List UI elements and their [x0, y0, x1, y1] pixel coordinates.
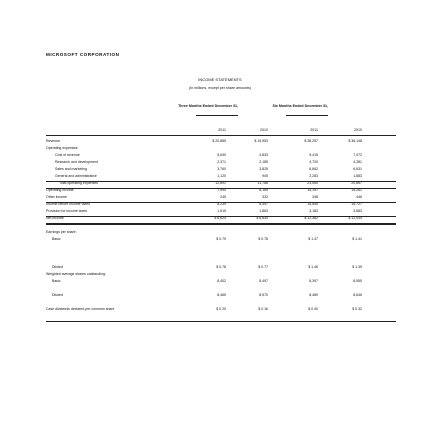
table-row [46, 194, 396, 201]
row-value: 8,489 [309, 293, 318, 297]
row-label: Operating expenses: [46, 146, 79, 150]
row-value: $ 0.32 [352, 307, 362, 311]
row-label: Basic [52, 279, 61, 283]
row-value: 8,239 [217, 202, 226, 206]
row-value: $ 0.20 [216, 307, 226, 311]
row-value: $ 20,885 [212, 139, 226, 143]
table-row [46, 145, 396, 152]
row-value: 5,630 [217, 153, 226, 157]
row-value: $ 12,362 [304, 216, 318, 220]
header-rule-six-months [286, 115, 328, 116]
row-value: $ 0.40 [308, 307, 318, 311]
year-label: 2011 [310, 128, 318, 132]
row-value: 8,165 [259, 188, 268, 192]
row-label: Cost of revenue [55, 153, 80, 157]
header-bottom-rule [46, 135, 396, 136]
row-value: 2,371 [217, 160, 226, 164]
table-row [46, 208, 396, 215]
rule-under-provision [46, 216, 396, 217]
row-value: $ 6,624 [214, 216, 226, 220]
row-value: $ 1.41 [352, 237, 362, 241]
row-label: Basic [52, 237, 61, 241]
row-label: Sales and marketing [55, 167, 87, 171]
table-row [46, 264, 396, 271]
row-label: Other income [46, 195, 68, 199]
row-value: $ 1.47 [308, 237, 318, 241]
row-value: 6,631 [353, 167, 362, 171]
row-value: 11,788 [257, 181, 268, 185]
row-label: Revenue [46, 139, 61, 143]
row-label: Earnings per share: [46, 230, 77, 234]
row-value: $ 0.16 [258, 307, 268, 311]
row-value: 8,497 [259, 279, 268, 283]
row-value: 15,727 [351, 202, 362, 206]
row-value: 3,825 [259, 167, 268, 171]
row-value: 8,397 [309, 279, 318, 283]
row-value: 9,415 [309, 153, 318, 157]
row-value: $ 19,953 [254, 139, 268, 143]
rule-under-total-opex [46, 188, 396, 189]
row-value: 4,700 [309, 160, 318, 164]
year-label: 2010 [354, 128, 362, 132]
rule-under-dividends [46, 321, 396, 322]
table-row [46, 159, 396, 166]
row-value: 8,402 [217, 279, 226, 283]
table-row [46, 166, 396, 173]
table-row [46, 271, 396, 278]
table-row [46, 138, 396, 145]
row-value: 4,381 [353, 160, 362, 164]
row-value: 2,185 [259, 160, 268, 164]
row-value: $ 1.39 [352, 265, 362, 269]
row-value: 8,465 [217, 293, 226, 297]
row-value: $ 0.79 [216, 237, 226, 241]
row-value: 8,555 [353, 279, 362, 283]
row-value: 1,883 [353, 174, 362, 178]
year-label: 2011 [218, 128, 226, 132]
table-row [46, 152, 396, 159]
row-value: 4,833 [259, 153, 268, 157]
table-row [46, 229, 396, 236]
header-rule-three-months [196, 115, 238, 116]
header-six-months: Six Months Ended December 31, [272, 104, 328, 108]
row-label: Cash dividends declared per common share [46, 307, 115, 311]
row-value: $ 0.78 [216, 265, 226, 269]
row-label: General and administrative [55, 174, 97, 178]
year-label: 2010 [260, 128, 268, 132]
row-label: Operating income [46, 188, 74, 192]
row-label: Income before income taxes [46, 202, 90, 206]
table-row [46, 292, 396, 299]
row-value: 12,891 [215, 181, 226, 185]
row-value: 3,760 [217, 167, 226, 171]
row-value: $ 38,257 [304, 139, 318, 143]
rule-under-opex [46, 181, 396, 182]
row-value: 6,662 [309, 167, 318, 171]
row-value: 15,281 [351, 188, 362, 192]
table-row [46, 173, 396, 180]
company-name: MICROSOFT CORPORATION [46, 52, 120, 57]
row-label: Total operating expenses [59, 181, 98, 185]
row-value: 245 [220, 195, 226, 199]
row-value: 945 [262, 174, 268, 178]
table-row [46, 278, 396, 285]
row-value: $ 12,044 [348, 216, 362, 220]
row-value: 20,867 [351, 181, 362, 185]
row-label: Net income [46, 216, 64, 220]
row-value: 3,683 [353, 209, 362, 213]
row-label: Diluted [52, 293, 63, 297]
table-row [46, 306, 396, 313]
row-value: 7,994 [217, 188, 226, 192]
row-value: 446 [356, 195, 362, 199]
row-label: Research and development [55, 160, 98, 164]
row-label: Diluted [52, 265, 63, 269]
row-value: 332 [262, 195, 268, 199]
row-value: $ 1.46 [308, 265, 318, 269]
row-value: 8,570 [259, 293, 268, 297]
row-value: 8,497 [259, 202, 268, 206]
statement-title: INCOME STATEMENTS [198, 77, 242, 82]
row-value: 8,646 [353, 293, 362, 297]
row-value: 3,183 [309, 209, 318, 213]
row-label: Provision for income taxes [46, 209, 88, 213]
row-label: Weighted average shares outstanding: [46, 272, 106, 276]
row-value: $ 36,148 [348, 139, 362, 143]
row-value: 7,972 [353, 153, 362, 157]
row-value: 348 [312, 195, 318, 199]
row-value: $ 0.77 [258, 265, 268, 269]
table-row [46, 236, 396, 243]
header-three-months: Three Months Ended December 31, [178, 104, 238, 108]
row-value: 15,545 [307, 202, 318, 206]
row-value: $ 6,634 [256, 216, 268, 220]
row-value: 1,615 [217, 209, 226, 213]
row-value: $ 0.78 [258, 237, 268, 241]
rule-under-other-income [46, 202, 396, 203]
double-rule-net-income [46, 223, 396, 225]
row-value: 1,120 [217, 174, 226, 178]
row-value: 2,283 [309, 174, 318, 178]
row-value: 1,863 [259, 209, 268, 213]
row-value: 23,060 [307, 181, 318, 185]
row-value: 15,197 [307, 188, 318, 192]
units-note: (In millions, except per share amounts) [189, 86, 251, 90]
